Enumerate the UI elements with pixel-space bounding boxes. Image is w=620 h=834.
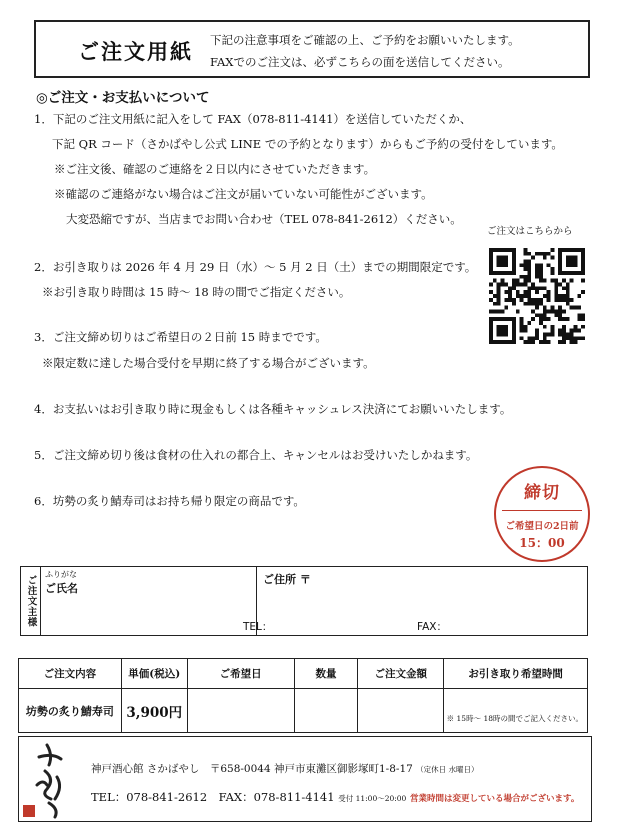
stamp-condition: ご希望日の2日前 xyxy=(505,521,579,532)
note-line-4: ※確認のご連絡がない場合はご注文が届いていない可能性がございます。 xyxy=(54,187,433,201)
tel-field-label[interactable]: TEL： xyxy=(243,621,273,633)
shop-name-address: 神戸酒心館 さかばやし 〒658-0044 神戸市東灘区御影塚町1-8-17 xyxy=(91,763,413,775)
qr-code[interactable] xyxy=(489,248,585,344)
note-line-5: 大変恐縮ですが、当店までお問い合わせ（TEL 078-841-2612）ください。 xyxy=(66,212,462,226)
unit-price: 3,900円 xyxy=(121,689,187,733)
header-pickup-time: お引き取り希望時間 xyxy=(444,659,588,689)
order-header-row xyxy=(19,659,588,689)
stamp-divider xyxy=(502,510,582,511)
header-box xyxy=(34,20,590,78)
deadline-stamp xyxy=(494,466,590,562)
order-amount-cell[interactable] xyxy=(358,689,444,733)
note-line-1: 1．下記のご注文用紙に記入をして FAX（078-811-4141）を送信していただくか、 xyxy=(34,112,472,126)
name-label: ご氏名 xyxy=(45,582,78,595)
header-order-amount: ご注文金額 xyxy=(358,659,444,689)
shop-contact xyxy=(91,789,579,805)
note-line-11: 5．ご注文締め切り後は食材の仕入れの都合上、キャンセルはお受けいたしかねます。 xyxy=(34,448,478,462)
product-name: 坊勢の炙り鯖寿司 xyxy=(19,689,122,733)
note-line-6: 2．お引き取りは 2026 年 4 月 29 日（水）～ 5 月 2 日（土）までの期間限定です。 xyxy=(34,260,477,274)
customer-box xyxy=(20,566,588,636)
header-desired-date: ご希望日 xyxy=(187,659,294,689)
header-note-confirm: 下記の注意事項をご確認の上、ご予約をお願いいたします。 xyxy=(210,33,520,47)
note-line-8: 3．ご注文締め切りはご希望日の２日前 15 時までです。 xyxy=(34,330,327,344)
note-line-9: ※限定数に達した場合受付を早期に終了する場合がございます。 xyxy=(42,356,375,370)
hours-notice: 営業時間は変更している場合がございます。 xyxy=(410,794,580,804)
qr-caption: ご注文はこちらから xyxy=(487,226,573,237)
desired-date-cell[interactable] xyxy=(187,689,294,733)
header-note-fax: FAXでのご注文は、必ずこちらの面を送信してください。 xyxy=(210,55,510,69)
orderer-label: ご注文主様 xyxy=(21,567,41,635)
shop-holiday: （定休日 水曜日） xyxy=(416,765,479,774)
stamp-title: 締切 xyxy=(524,483,560,503)
shop-hours: 受付 11:00～20:00 xyxy=(338,794,407,803)
pickup-time-cell[interactable]: ※ 15時～ 18時の間でご記入ください。 xyxy=(444,689,588,733)
header-quantity: 数量 xyxy=(294,659,358,689)
quantity-cell[interactable] xyxy=(294,689,358,733)
shop-logo xyxy=(19,737,87,823)
shop-address xyxy=(91,761,479,776)
stamp-time: 15：00 xyxy=(519,536,565,550)
header-unit-price: 単価(税込) xyxy=(121,659,187,689)
order-table xyxy=(18,658,588,733)
note-line-12: 6．坊勢の炙り鯖寿司はお持ち帰り限定の商品です。 xyxy=(34,494,305,508)
address-field-label[interactable]: ご住所 〒 xyxy=(263,573,311,586)
note-line-2: 下記 QR コード（さかばやし公式 LINE での予約となります）からもご予約の受付をしています。 xyxy=(52,137,563,151)
form-title: ご注文用紙 xyxy=(78,39,193,64)
note-line-10: 4．お支払いはお引き取り時に現金もしくは各種キャッシュレス決済にてお願いいたします。 xyxy=(34,402,512,416)
fax-field-label[interactable]: FAX： xyxy=(417,621,447,633)
shop-footer xyxy=(18,736,592,822)
name-field[interactable] xyxy=(41,567,257,635)
furigana-label: ふりがな xyxy=(45,570,77,579)
shop-phone-fax: TEL：078-841-2612 FAX：078-811-4141 xyxy=(91,790,335,804)
note-line-7: ※お引き取り時間は 15 時～ 18 時の間でご指定ください。 xyxy=(42,285,351,299)
section-title: ◎ご注文・お支払いについて xyxy=(36,90,210,106)
order-row xyxy=(19,689,588,733)
header-order-content: ご注文内容 xyxy=(19,659,122,689)
note-line-3: ※ご注文後、確認のご連絡を２日以内にさせていただきます。 xyxy=(54,162,376,176)
